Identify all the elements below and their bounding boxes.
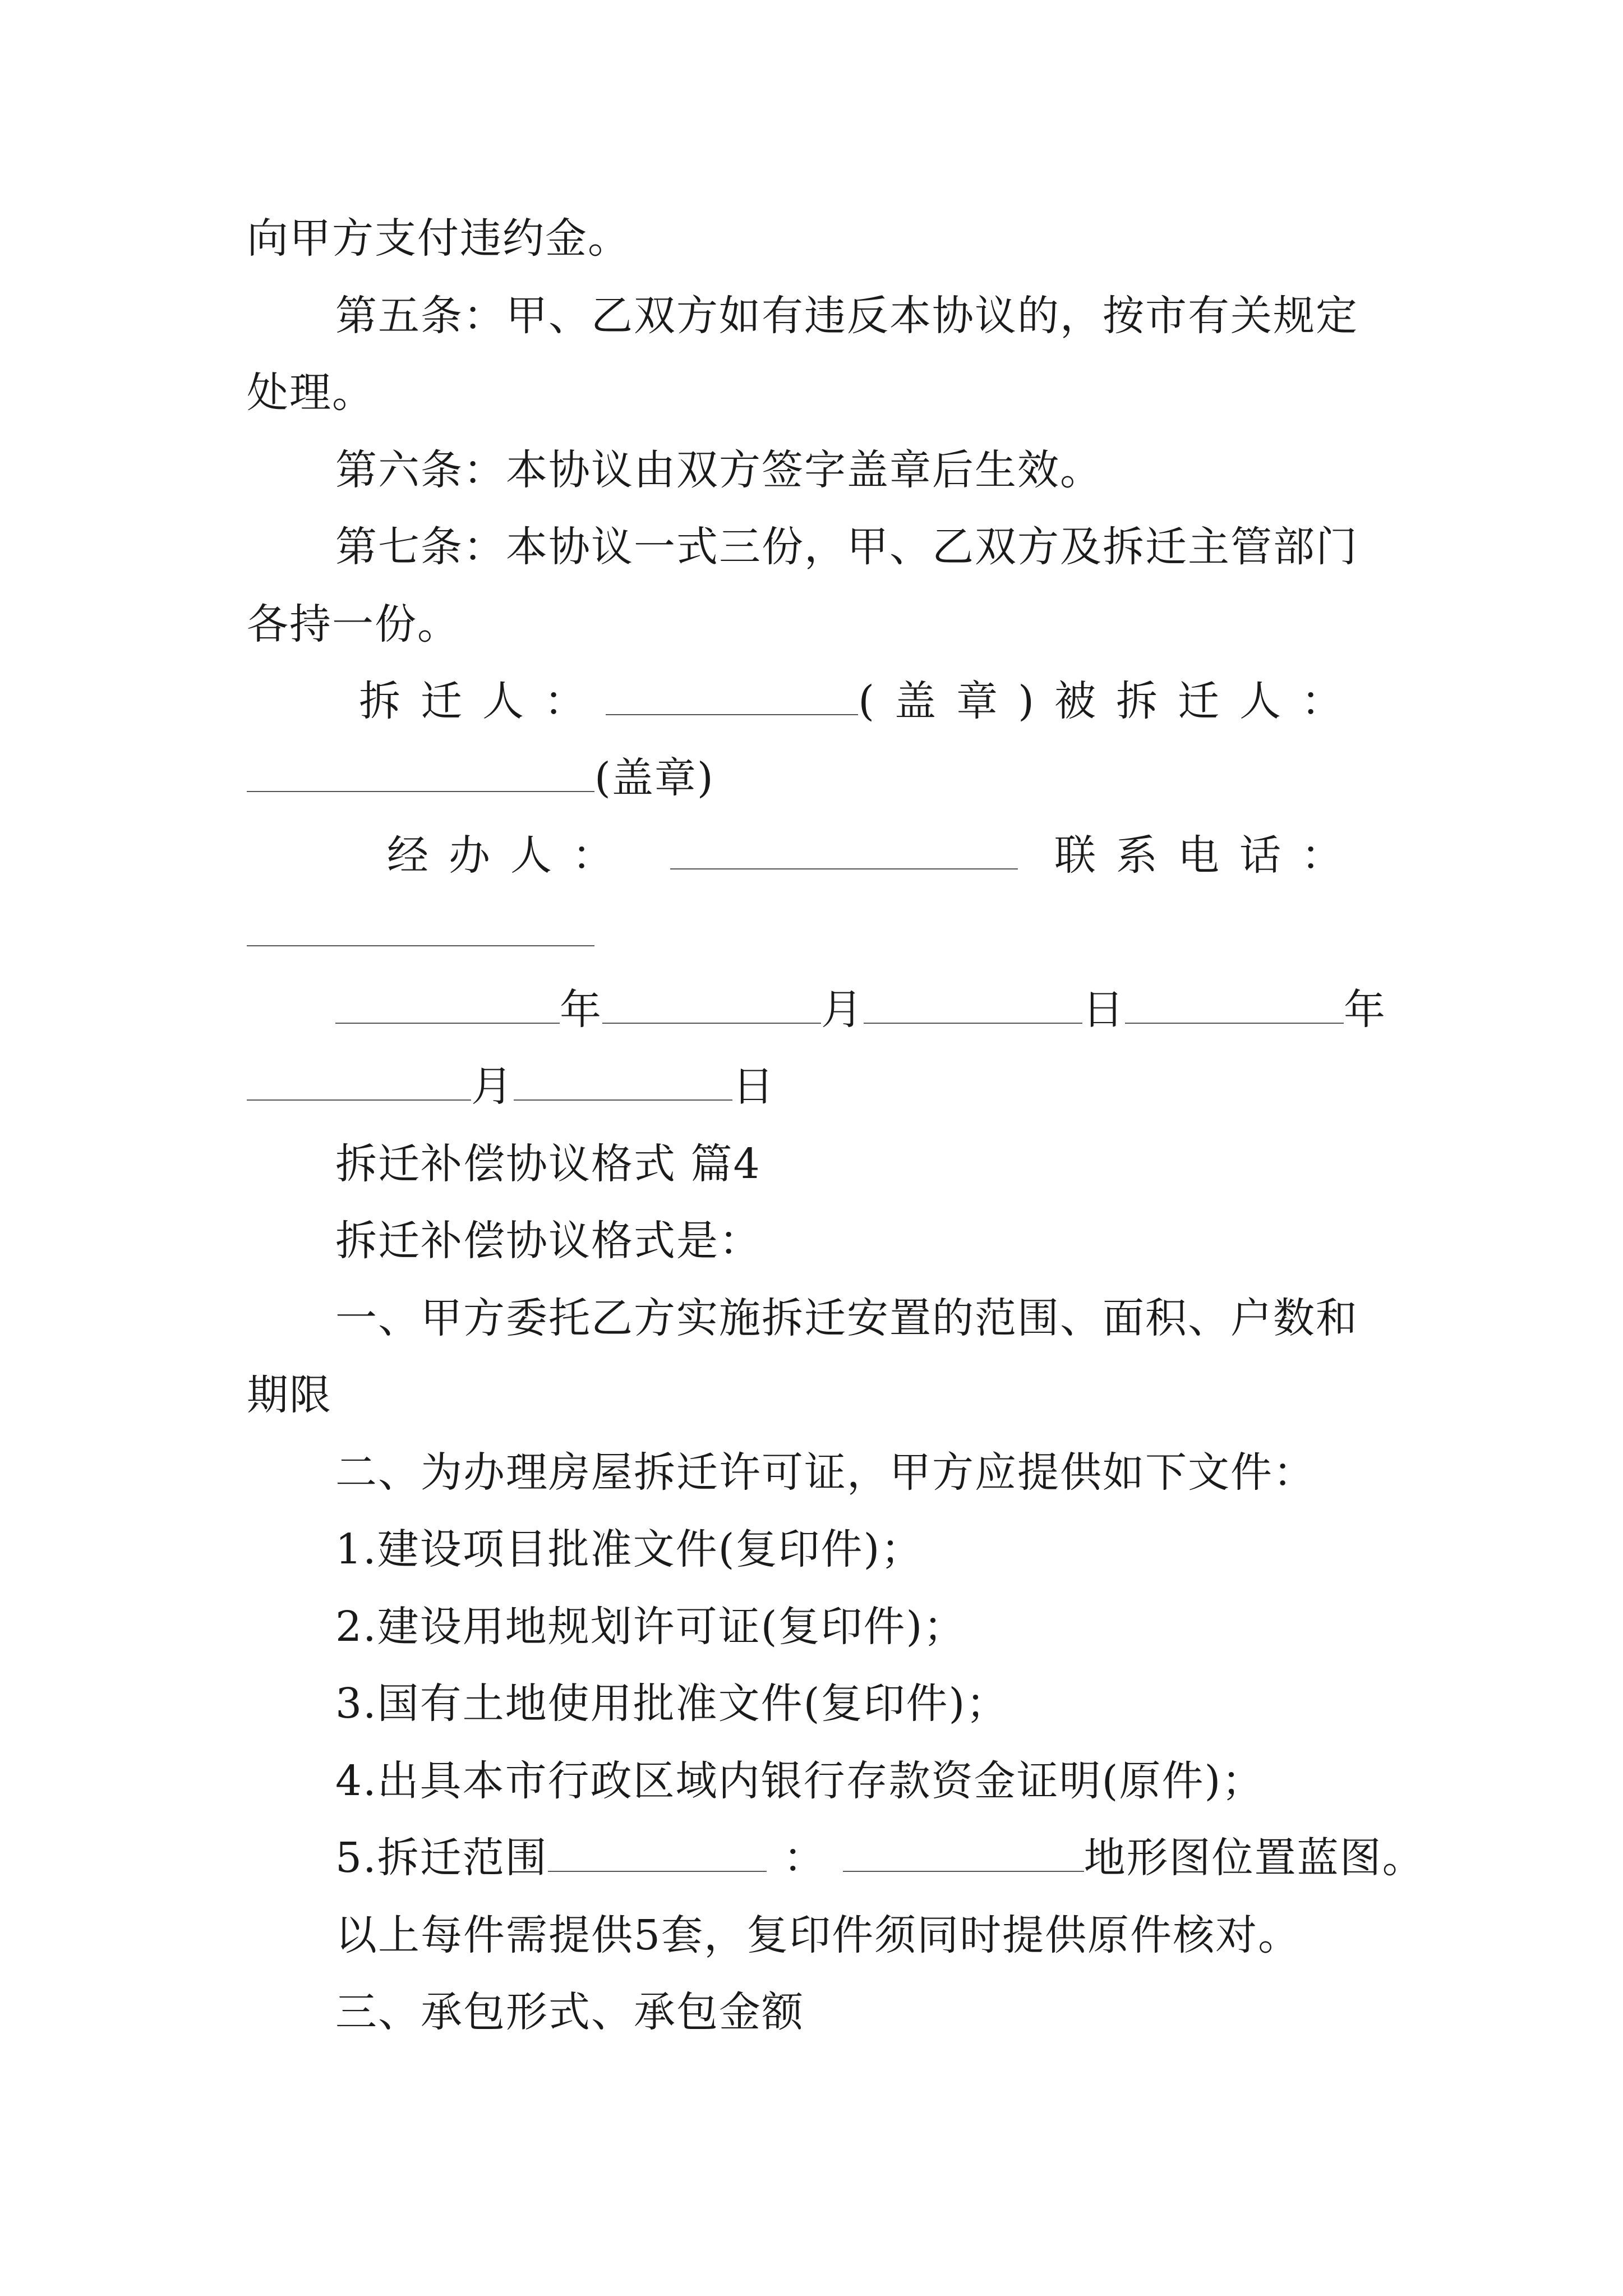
day-label: 日 bbox=[1082, 986, 1125, 1034]
month-label: 月 bbox=[821, 986, 864, 1034]
demolisher-blank bbox=[606, 678, 858, 715]
item-2-line: 二、为办理房屋拆迁许可证，甲方应提供如下文件： bbox=[335, 1448, 1316, 1497]
document-item-4: 4.出具本市行政区域内银行存款资金证明(原件)； bbox=[335, 1757, 1265, 1805]
article-5-line: 第五条：甲、乙双方如有违反本协议的，按市有关规定 bbox=[335, 292, 1358, 340]
paragraph-line: 向甲方支付违约金。 bbox=[247, 214, 630, 263]
document-item-3: 3.国有土地使用批准文件(复印件)； bbox=[335, 1680, 1009, 1728]
section-heading: 拆迁补偿协议格式 篇4 bbox=[335, 1140, 761, 1188]
demolished-seal-line bbox=[247, 753, 1391, 803]
article-7-line: 第七条：本协议一式三份，甲、乙双方及拆迁主管部门 bbox=[335, 523, 1358, 571]
handler-label: 经办人： bbox=[387, 831, 634, 880]
handler-line bbox=[387, 830, 1363, 881]
demolisher-label: 拆迁人： bbox=[359, 677, 606, 725]
article-6-line: 第六条：本协议由双方签字盖章后生效。 bbox=[335, 446, 1103, 494]
date-line bbox=[247, 1061, 1391, 1112]
phone-label: 联系电话： bbox=[1054, 831, 1363, 880]
paragraph-line: 各持一份。 bbox=[247, 600, 460, 648]
date-line bbox=[335, 984, 1401, 1035]
year-label: 年 bbox=[560, 986, 602, 1034]
document-item-1: 1.建设项目批准文件(复印件)； bbox=[335, 1525, 924, 1573]
item-1-line: 一、甲方委托乙方实施拆迁安置的范围、面积、户数和 bbox=[335, 1294, 1358, 1342]
demolished-label: 被拆迁人： bbox=[1054, 677, 1363, 725]
month-label: 月 bbox=[471, 1062, 514, 1111]
phone-blank bbox=[247, 909, 594, 946]
paragraph-line: 处理。 bbox=[247, 369, 375, 417]
year-label: 年 bbox=[1344, 986, 1386, 1034]
range-blank bbox=[548, 1835, 767, 1872]
seal-label: (盖章) bbox=[594, 754, 714, 802]
day-label: 日 bbox=[732, 1062, 775, 1111]
item-1-line: 期限 bbox=[247, 1371, 332, 1419]
section-intro: 拆迁补偿协议格式是： bbox=[335, 1217, 762, 1265]
document-item-2: 2.建设用地规划许可证(复印件)； bbox=[335, 1603, 966, 1651]
seal-label: (盖章) bbox=[858, 677, 1054, 725]
demolished-blank bbox=[247, 755, 594, 792]
phone-blank-line bbox=[247, 907, 1391, 958]
document-item-5: 5.拆迁范围 ： 地形图位置蓝图。 bbox=[335, 1834, 1425, 1882]
note-line: 以上每件需提供5套，复印件须同时提供原件核对。 bbox=[335, 1911, 1301, 1959]
item-3-line: 三、承包形式、承包金额 bbox=[335, 1988, 804, 2036]
handler-blank bbox=[670, 832, 1018, 869]
range-blank bbox=[843, 1835, 1084, 1872]
demolisher-signature-line bbox=[359, 676, 1363, 726]
